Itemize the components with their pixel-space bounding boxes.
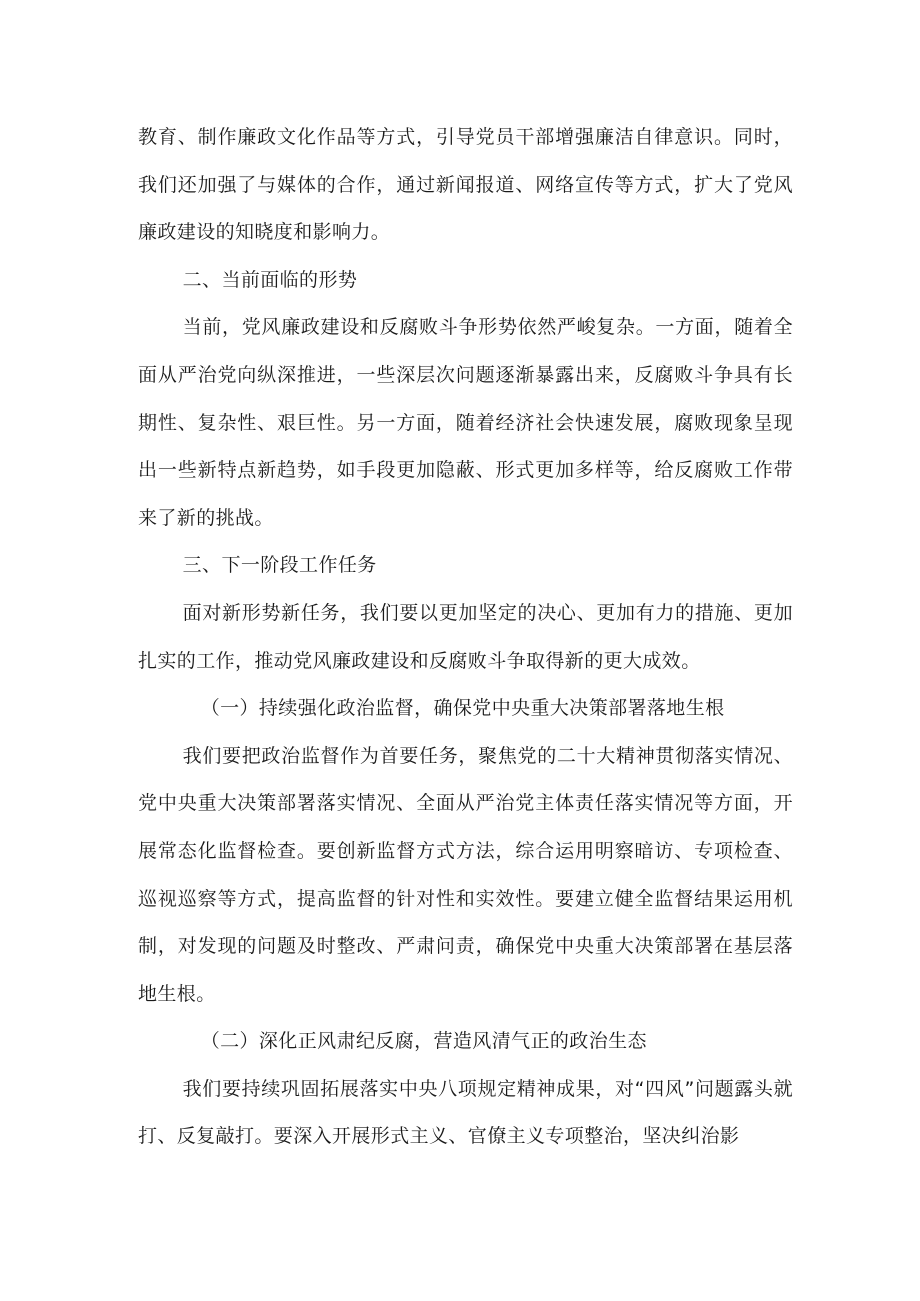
subheading-political-supervision: （一）持续强化政治监督，确保党中央重大决策部署落地生根: [200, 697, 725, 720]
section-heading-next-tasks: 三、下一阶段工作任务: [182, 554, 377, 577]
document-body: [138, 114, 793, 1161]
subheading-anti-corruption: （二）深化正风肃纪反腐，营造风清气正的政治生态: [200, 1030, 647, 1053]
paragraph-situation: 当前，党风廉政建设和反腐败斗争形势依然严峻复杂。一方面，随着全面从严治党向纵深推进，一些深层次问题逐渐暴露出来，反腐败斗争具有长期性、复杂性、艰巨性。另一方面，随着经济社会快速发展，腐败现象呈现出一些新特点新趋势，如手段更加隐蔽、形式更加多样等，给反腐败工作带来了新的挑战。: [138, 316, 793, 529]
paragraph-next-tasks-intro: 面对新形势新任务，我们要以更加坚定的决心、更加有力的措施、更加扎实的工作，推动党风廉政建设和反腐败斗争取得新的更大成效。: [138, 601, 793, 672]
paragraph-anti-corruption: 我们要持续巩固拓展落实中央八项规定精神成果，对“四风”问题露头就打、反复敲打。要深入开展形式主义、官僚主义专项整治，坚决纠治影: [138, 1077, 793, 1148]
section-heading-situation: 二、当前面临的形势: [182, 268, 358, 291]
paragraph-continuation: 教育、制作廉政文化作品等方式，引导党员干部增强廉洁自律意识。同时，我们还加强了与媒体的合作，通过新闻报道、网络宣传等方式，扩大了党风廉政建设的知晓度和影响力。: [138, 126, 793, 244]
paragraph-political-supervision: 我们要把政治监督作为首要任务，聚焦党的二十大精神贯彻落实情况、党中央重大决策部署落实情况、全面从严治党主体责任落实情况等方面，开展常态化监督检查。要创新监督方式方法，综合运用明察暗访、专项检查、巡视巡察等方式，提高监督的针对性和实效性。要建立健全监督结果运用机制，对发现的问题及时整改、严肃问责，确保党中央重大决策部署在基层落地生根。: [138, 744, 793, 1005]
